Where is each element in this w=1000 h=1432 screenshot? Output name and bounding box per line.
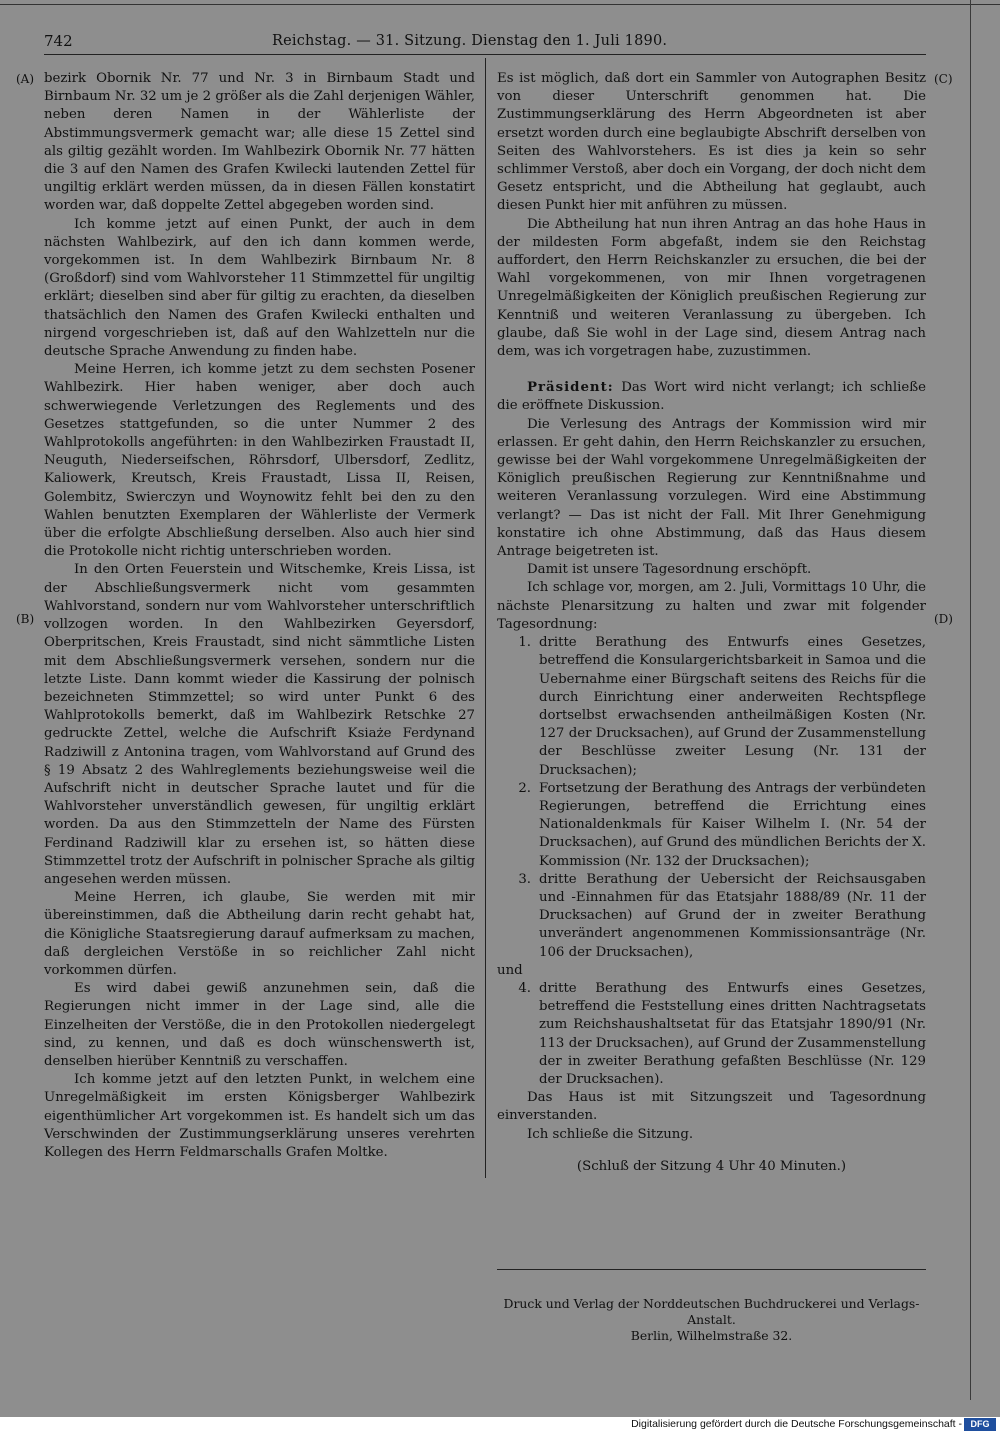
agenda-text: dritte Berathung der Uebersicht der Reichsausgaben und -Einnahmen für das Etatsjahr 1888/89 (Nr. 11 der Drucksachen) auf Grund der in zweiter Berathung unverändert angenommenen Kommissionsanträge (Nr. 106 der Drucksachen), [539, 871, 926, 960]
margin-mark-a: (A) [16, 72, 35, 86]
paragraph: Die Verlesung des Antrags der Kommission wird mir erlassen. Er geht dahin, den Herrn Reichskanzler zu ersuchen, gewisse bei der Wahl vorgekommene Unregelmäßigkeiten der Königlich preußischen Regierung zur Kenntnißnahme und weiteren Veranlassung vorzulegen. Wird eine Abstimmung verlangt? — Das ist nicht der Fall. Mit Ihrer Genehmigung konstatire ich ohne Abstimmung, daß das Haus diesem Antrage beigetreten ist. [497, 416, 926, 560]
agenda-number: 2. [518, 780, 531, 796]
and-word: und [497, 962, 523, 978]
agenda-number: 1. [518, 635, 531, 651]
paragraph: Ich komme jetzt auf einen Punkt, der auch in dem nächsten Wahlbezirk, auf den ich dann kommen werde, vorgekommen ist. In dem Wahlbezirk Birnbaum Nr. 8 (Großdorf) sind vom Wahlvorsteher 11 Stimmzettel für ungiltig erklärt; dieselben sind aber für giltig zu erachten, da dieselben thatsächlich den Namen des Grafen Kwilecki enthalten und nirgend vorgeschrieben ist, daß auf den Wahlzetteln nur die deutsche Sprache Anwendung zu finden habe. [44, 216, 475, 360]
paragraph: Die Abtheilung hat nun ihren Antrag an das hohe Haus in der mildesten Form abgefaßt, indem sie den Reichstag auffordert, den Herrn Reichskanzler zu ersuchen, die bei der Wahl vorgekommenen, von mir Ihnen vorgetragenen Unregelmäßigkeiten der Königlich preußischen Regierung zur Kenntniß und weiteren Veranlassung zu übergeben. Ich glaube, daß Sie wohl in der Lage sind, diesem Antrag nach dem, was ich vorgetragen habe, zuzustimmen. [497, 216, 926, 360]
paragraph: Ich schlage vor, morgen, am 2. Juli, Vormittags 10 Uhr, die nächste Plenarsitzung zu halten und zwar mit folgender Tagesordnung: [497, 580, 926, 632]
agenda-item [497, 871, 926, 962]
page-number: 742 [44, 32, 73, 50]
agenda-number: 3. [518, 871, 531, 887]
paragraph: Ich schließe die Sitzung. [527, 1126, 694, 1142]
agenda-text: dritte Berathung des Entwurfs eines Gesetzes, betreffend die Feststellung eines dritten Nachtragsetats zum Reichshaushaltsetat für das Etatsjahr 1890/91 (Nr. 113 der Drucksachen), auf Grund der Zusammenstellung der in zweiter Berathung gefaßten Beschlüsse (Nr. 129 der Drucksachen). [539, 980, 926, 1087]
imprint-line: Berlin, Wilhelmstraße 32. [630, 1328, 793, 1343]
agenda-item [497, 980, 926, 1089]
footer-text: Digitalisierung gefördert durch die Deutsche Forschungsgemeinschaft - [631, 1418, 962, 1430]
agenda-item [497, 780, 926, 871]
digitization-footer [0, 1417, 1000, 1432]
president-label: Präsident: [527, 380, 614, 396]
imprint-line: Druck und Verlag der Norddeutschen Buchdruckerei und Verlags-Anstalt. [503, 1296, 920, 1327]
agenda-number: 4. [518, 980, 531, 996]
top-scan-rule [0, 4, 1000, 5]
paragraph: Es wird dabei gewiß anzunehmen sein, daß die Regierungen nicht immer in der Lage sind, alle die Einzelheiten der Verstöße, die in den Protokollen niedergelegt sind, zu kennen, und daß es doch wünschenswerth ist, denselben hierüber Kenntniß zu verschaffen. [44, 981, 475, 1069]
margin-mark-d: (D) [934, 612, 953, 626]
agenda-list-continued [497, 980, 926, 1089]
right-column [497, 70, 926, 1176]
paragraph: Das Haus ist mit Sitzungszeit und Tagesordnung einverstanden. [497, 1090, 926, 1124]
president-paragraph [497, 379, 926, 415]
margin-mark-c: (C) [934, 72, 953, 86]
paragraph: In den Orten Feuerstein und Witschemke, Kreis Lissa, ist der Abschließungsvermerk nicht vom gesammten Wahlvorstand, sondern nur vom Wahlvorsteher unterschriftlich vollzogen worden. In den Wahlbezirken Geyersdorf, Oberpritschen, Kreis Fraustadt, sind nicht sämmtliche Listen mit dem Abschließungsvermerk versehen, sondern nur die letzte Liste. Dann kommt wieder die Kassirung der polnisch bezeichneten Stimmzettel; so wird unter Punkt 6 des Wahlprotokolls bemerkt, daß im Wahlbezirk Retschke 27 gedruckte Zettel, welche die Aufschrift Ksiaże Ferdynand Radziwill z Antonina tragen, vom Wahlvorstand auf Grund des § 19 Absatz 2 des Wahlreglements beziehungsweise weil die Aufschrift nicht in deutscher Sprache lautet und für die Wahlvorsteher unverständlich gewesen, für ungiltig erklärt worden. Da aus den Stimmzetteln der Name des Fürsten Ferdinand Radziwill klar zu ersehen ist, so hätten diese Stimmzettel trotz der Aufschrift in polnischer Sprache als giltig angesehen werden müssen. [44, 562, 475, 887]
agenda-text: Fortsetzung der Berathung des Antrags der verbündeten Regierungen, betreffend die Errichtung eines Nationaldenkmals für Kaiser Wilhelm I. (Nr. 54 der Drucksachen), auf Grund des mündlichen Berichts der X. Kommission (Nr. 132 der Drucksachen); [539, 780, 926, 869]
agenda-item [497, 634, 926, 780]
left-column [44, 70, 475, 1162]
agenda-list [497, 634, 926, 962]
imprint-rule [497, 1269, 926, 1270]
column-divider [485, 58, 486, 1178]
paragraph: bezirk Obornik Nr. 77 und Nr. 3 in Birnbaum Stadt und Birnbaum Nr. 32 um je 2 größer als die Zahl derjenigen Wähler, neben deren Namen in der Wählerliste der Abstimmungsvermerk gemacht war; alle diese 15 Zettel sind als giltig gezählt worden. Im Wahlbezirk Obornik Nr. 77 hätten die 3 auf den Namen des Grafen Kwilecki lautenden Zettel für ungiltig erklärt werden müssen, da in diesen Fällen konstatirt worden war, daß doppelte Zettel abgegeben worden sind. [44, 71, 475, 214]
paragraph: Meine Herren, ich komme jetzt zu dem sechsten Posener Wahlbezirk. Hier haben weniger, aber doch auch schwerwiegende Verletzungen des Reglements und des Gesetzes stattgefunden, so die unter Nummer 2 des Wahlprotokolls angeführten: in den Wahlbezirken Fraustadt II, Neuguth, Niederseifschen, Röhrsdorf, Ulbersdorf, Zedlitz, Kaliowerk, Kreutsch, Kreis Fraustadt, Lissa II, Reisen, Golembitz, Swierczyn und Woynowitz fehlt bei den zu den Wahlen benutzten Exemplaren der Wählerliste der Vermerk über die erfolgte Abschließung derselben. Also auch hier sind die Protokolle nicht richtig unterschrieben worden. [44, 362, 475, 560]
paragraph: Damit ist unsere Tagesordnung erschöpft. [527, 562, 812, 578]
running-title: Reichstag. — 31. Sitzung. Dienstag den 1. Juli 1890. [272, 33, 668, 49]
agenda-text: dritte Berathung des Entwurfs eines Gesetzes, betreffend die Konsulargerichtsbarkeit in Samoa und die Uebernahme einer Bürgschaft seitens des Reichs für die durch Einrichtung einer anderweiten Rechtspflege dortselbst erwachsenden antheilmäßigen Kosten (Nr. 127 der Drucksachen), auf Grund der Zusammenstellung der Beschlüsse zweiter Lesung (Nr. 131 der Drucksachen); [539, 635, 926, 778]
dfg-logo: DFG [964, 1418, 996, 1431]
paragraph: Ich komme jetzt auf den letzten Punkt, in welchem eine Unregelmäßigkeit im ersten Königsberger Wahlbezirk eigenthümlicher Art vorgekommen ist. Es handelt sich um das Verschwinden der Zustimmungserklärung unseres verehrten Kollegen des Herrn Feldmarschalls Grafen Moltke. [44, 1072, 475, 1160]
imprint [497, 1296, 926, 1344]
right-scan-rule [970, 0, 971, 1400]
president-text: Das Wort wird nicht verlangt; ich schließe die eröffnete Diskussion. [497, 380, 926, 414]
session-closing: (Schluß der Sitzung 4 Uhr 40 Minuten.) [576, 1158, 847, 1174]
paragraph: Es ist möglich, daß dort ein Sammler von Autographen Besitz von dieser Unterschrift genommen hat. Die Zustimmungserklärung des Herrn Abgeordneten ist aber ersetzt worden durch eine beglaubigte Abschrift derselben von Seiten des Wahlvorstehers. Es ist dies ja kein so sehr schlimmer Verstoß, aber doch ein Vorgang, der doch nicht dem Gesetz entspricht, und die Abtheilung hat geglaubt, auch diesen Punkt hier mit anführen zu müssen. [497, 71, 926, 214]
header-rule [44, 54, 926, 55]
paragraph: Meine Herren, ich glaube, Sie werden mit mir übereinstimmen, daß die Abtheilung darin recht gehabt hat, die Königliche Staatsregierung darauf aufmerksam zu machen, daß dergleichen Verstöße in so reichlicher Zahl nicht vorkommen dürfen. [44, 890, 475, 978]
page-header [44, 30, 924, 52]
margin-mark-b: (B) [16, 612, 35, 626]
